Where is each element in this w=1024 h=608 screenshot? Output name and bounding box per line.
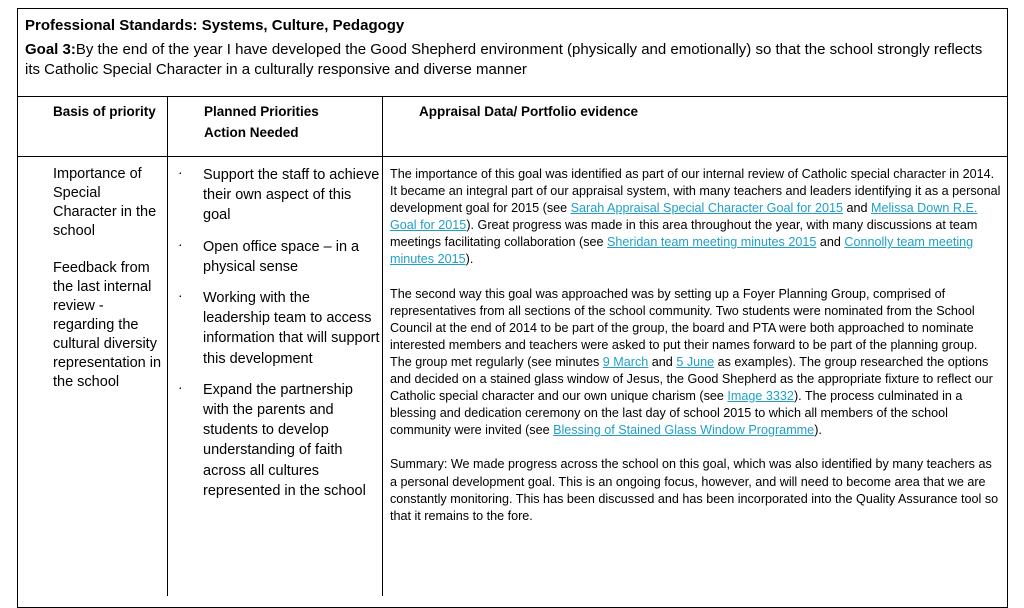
appraisal-header: Appraisal Data/ Portfolio evidence — [419, 104, 639, 119]
link-blessing-programme[interactable]: Blessing of Stained Glass Window Programme — [553, 423, 815, 438]
link-melissa-down-goal[interactable]: Melissa Down R.E. Goal for 2015 — [390, 201, 978, 233]
bullet-icon: · — [178, 164, 183, 180]
standards-title: Professional Standards: Systems, Culture, Pedagogy — [25, 17, 405, 34]
bullet-icon: · — [178, 378, 183, 395]
column-divider-2 — [382, 96, 383, 596]
goal-label: Goal 3: — [25, 41, 76, 58]
planned-header — [204, 101, 319, 143]
header-divider — [17, 96, 1008, 97]
priority-text: Working with the leadership team to access information that will support this development — [203, 290, 380, 367]
priorities-list — [174, 165, 380, 512]
priority-text: Expand the partnership with the parents and students to develop understanding of faith across all cultures represented in the school — [203, 381, 366, 499]
goal-statement — [25, 40, 995, 80]
planned-header-line2: Action Needed — [204, 125, 299, 140]
evidence-paragraph-2: The second way this goal was approached was by setting up a Foyer Planning Group, comprised of representatives from all sections of the school community. Two students were nominated from the School Council at the end of 2014 to be part of the group, the board and PTA were both approached to nominate interested members and teachers were asked to put their names forward to be part of the planning group. The group met regularly (see minutes 9 March and 5 June as examples). The group researched the options and decided on a stained glass window of Jesus, the Good Shepherd as the appropriate fixture to reflect our Catholic special character and our own unique charism (see Image 3332). The process culminated in a blessing and dedication ceremony on the last day of school 2015 to which all members of the school community were invited (see Blessing of Stained Glass Window Programme). — [390, 286, 993, 438]
list-item — [174, 288, 380, 369]
column-divider-1 — [167, 96, 168, 596]
basis-item: Feedback from the last internal review - regarding the cultural diversity representation in the school — [53, 260, 162, 390]
list-item — [174, 380, 380, 501]
evidence-column — [390, 166, 1002, 542]
link-sheridan-minutes[interactable]: Sheridan team meeting minutes 2015 — [607, 235, 817, 250]
evidence-paragraph-1: The importance of this goal was identified as part of our internal review of Catholic special character in 2014. It became an integral part of our appraisal system, with many teachers and leaders identifying it as a personal development goal for 2015 (see Sarah Appraisal Special Character Goal for 2015 and Melissa Down R.E. Goal for 2015). Great progress was made in this area throughout the year, with many discussions at team meetings facilitating collaboration (see Sheridan team meeting minutes 2015 and Connolly team meeting minutes 2015). — [390, 167, 1001, 267]
priority-text: Open office space – in a physical sense — [203, 238, 360, 275]
list-item — [174, 237, 380, 277]
bullet-icon: · — [178, 287, 183, 304]
link-minutes-5-june[interactable]: 5 June — [676, 354, 715, 369]
list-item — [174, 165, 380, 226]
priority-text: Support the staff to achieve their own aspect of this goal — [203, 167, 380, 224]
basis-header: Basis of priority — [53, 104, 156, 119]
link-sarah-appraisal[interactable]: Sarah Appraisal Special Character Goal for 2015 — [570, 201, 843, 216]
column-header-divider — [17, 156, 1008, 157]
link-minutes-9-march[interactable]: 9 March — [602, 354, 649, 369]
link-image-3332[interactable]: Image 3332 — [727, 389, 794, 404]
bullet-icon: · — [178, 235, 183, 252]
basis-item: Importance of Special Character in the school — [53, 166, 157, 239]
planned-header-line1: Planned Priorities — [204, 104, 319, 119]
evidence-summary: Summary: We made progress across the school on this goal, which was also identified by many teachers as a personal development goal. This is an ongoing focus, however, and will need to become area that we are constantly monitoring. This has been discussed and has been incorporated into the Quality Assurance tool so that it remains to the fore. — [390, 457, 999, 523]
link-connolly-minutes[interactable]: Connolly team meeting minutes 2015 — [390, 235, 974, 267]
basis-column — [53, 165, 165, 410]
goal-text: By the end of the year I have developed the Good Shepherd environment (physically and emotionally) so that the school strongly reflects its Catholic Special Character in a culturally responsive and diverse manner — [25, 41, 983, 78]
